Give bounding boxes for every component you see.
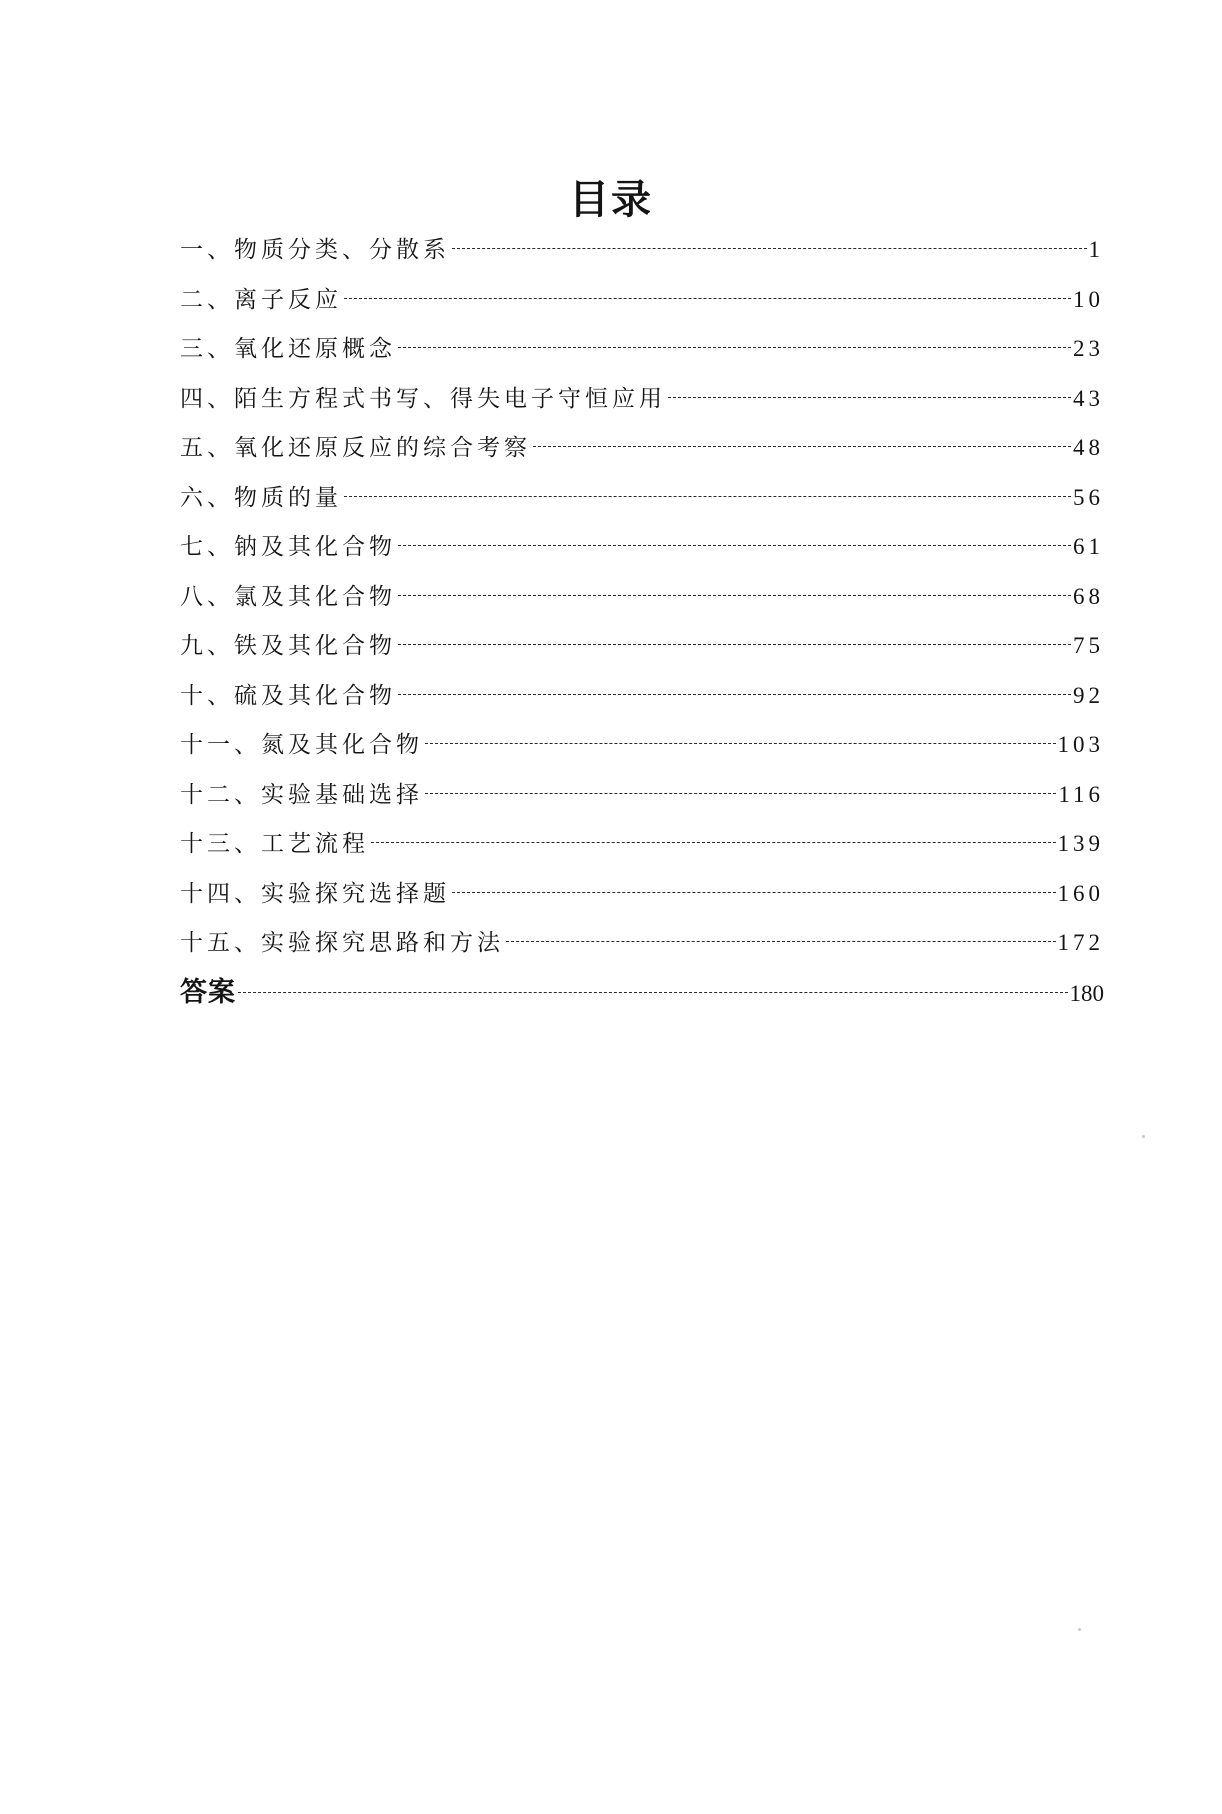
- toc-entry-14[interactable]: [180, 869, 1104, 919]
- toc-entry-page: 103: [1057, 732, 1104, 757]
- dot-leader: [398, 347, 1071, 348]
- toc-entry-10[interactable]: [180, 671, 1104, 721]
- toc-entry-15[interactable]: [180, 918, 1104, 968]
- toc-entry-label: 七、钠及其化合物: [180, 534, 396, 560]
- toc-entry-page: 172: [1057, 930, 1104, 955]
- toc-entry-page: 43: [1073, 385, 1104, 411]
- toc-entry-page: 61: [1073, 534, 1104, 559]
- toc-entry-11[interactable]: [180, 720, 1104, 770]
- dot-leader: [398, 595, 1071, 596]
- dot-leader: [506, 941, 1056, 942]
- dot-leader: [371, 842, 1056, 843]
- toc-entry-3[interactable]: [180, 324, 1104, 374]
- toc-entry-12[interactable]: [180, 770, 1104, 820]
- toc-entry-label: 十二、实验基础选择: [180, 781, 423, 808]
- toc-entry-8[interactable]: [180, 572, 1104, 622]
- toc-entry-page: 23: [1073, 336, 1104, 361]
- toc-entry-page: 10: [1073, 286, 1104, 312]
- dot-leader: [344, 298, 1071, 299]
- toc-entry-page: 116: [1058, 781, 1104, 807]
- toc-entry-label: 答案: [180, 976, 236, 1008]
- toc-entry-label: 十一、氮及其化合物: [180, 732, 423, 758]
- toc-entry-4[interactable]: [180, 374, 1104, 424]
- dot-leader: [668, 397, 1071, 398]
- toc-entry-5[interactable]: [180, 423, 1104, 473]
- toc-entry-label: 十、硫及其化合物: [180, 682, 396, 709]
- dot-leader: [398, 694, 1071, 695]
- dot-leader: [425, 793, 1056, 794]
- toc-entry-page: 48: [1073, 435, 1104, 460]
- toc-entry-label: 二、离子反应: [180, 286, 342, 313]
- toc-entry-label: 一、物质分类、分散系: [180, 237, 450, 263]
- toc-entry-answers[interactable]: [180, 968, 1104, 1018]
- toc-entry-page: 160: [1057, 880, 1104, 906]
- dot-leader: [533, 446, 1071, 447]
- dot-leader: [398, 644, 1071, 645]
- scan-speck: [1078, 1628, 1081, 1631]
- dot-leader: [452, 248, 1087, 249]
- toc-entry-label: 十五、实验探究思路和方法: [180, 930, 504, 956]
- toc-entry-label: 三、氧化还原概念: [180, 336, 396, 362]
- toc-entry-page: 68: [1073, 583, 1104, 609]
- toc-entry-2[interactable]: [180, 275, 1104, 325]
- toc-entry-6[interactable]: [180, 473, 1104, 523]
- toc-entry-label: 六、物质的量: [180, 484, 342, 511]
- toc-title: 目录: [569, 177, 653, 223]
- toc-entry-label: 八、氯及其化合物: [180, 583, 396, 610]
- toc-entry-label: 九、铁及其化合物: [180, 633, 396, 659]
- toc-entry-label: 四、陌生方程式书写、得失电子守恒应用: [180, 385, 666, 412]
- dot-leader: [398, 545, 1071, 546]
- dot-leader: [452, 892, 1056, 893]
- table-of-contents: [180, 225, 1104, 1017]
- toc-entry-label: 十四、实验探究选择题: [180, 880, 450, 907]
- toc-entry-page: 139: [1057, 831, 1104, 856]
- toc-entry-page: 180: [1069, 980, 1104, 1006]
- toc-entry-1[interactable]: [180, 225, 1104, 275]
- toc-entry-page: 1: [1088, 237, 1104, 262]
- toc-entry-label: 五、氧化还原反应的综合考察: [180, 435, 531, 461]
- toc-entry-13[interactable]: [180, 819, 1104, 869]
- toc-entry-9[interactable]: [180, 621, 1104, 671]
- dot-leader: [425, 743, 1056, 744]
- scan-speck: [1142, 1135, 1145, 1138]
- toc-entry-label: 十三、工艺流程: [180, 831, 369, 857]
- dot-leader: [344, 496, 1071, 497]
- toc-entry-page: 92: [1073, 682, 1104, 708]
- toc-entry-page: 56: [1073, 484, 1104, 510]
- toc-entry-page: 75: [1073, 633, 1104, 658]
- toc-entry-7[interactable]: [180, 522, 1104, 572]
- dot-leader: [238, 992, 1068, 993]
